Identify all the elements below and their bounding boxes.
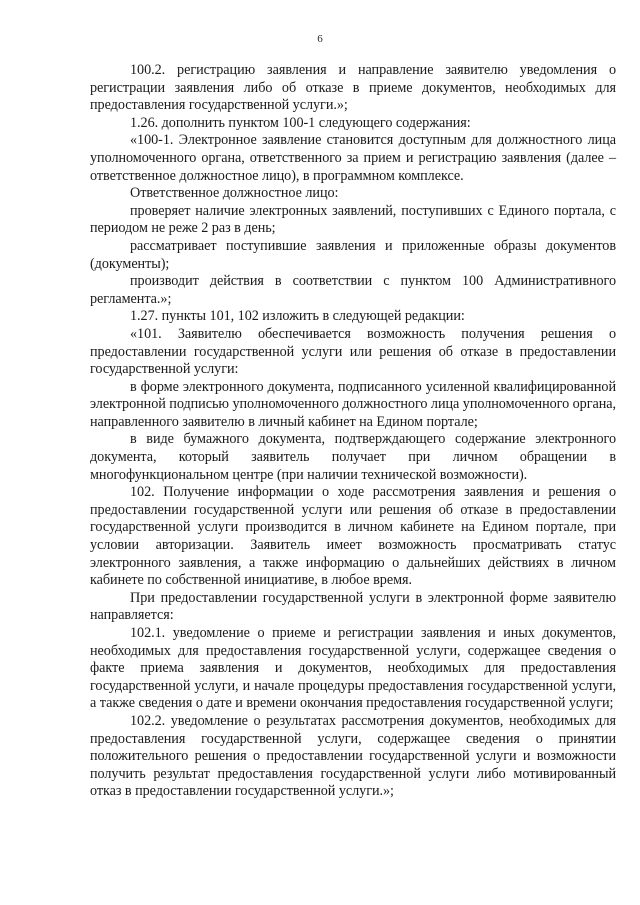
- document-body: [90, 62, 616, 801]
- paragraph-100-2: 100.2. регистрацию заявления и направление заявителю уведомления о регистрации заявления либо об отказе в приеме документов, необходимых для предоставления государственной услуги.»;: [90, 62, 616, 114]
- paragraph-electronic-form: При предоставлении государственной услуги в электронной форме заявителю направляется:: [90, 589, 616, 624]
- paragraph-102: 102. Получение информации о ходе рассмотрения заявления и решения о предоставлении государственной услуги или решения об отказе в предоставлении государственной услуги производится в личном кабинете на Едином портале, при условии авторизации. Заявитель имеет возможность просматривать статус электронного заявления, а также информацию о дальнейших действиях в личном кабинете по собственной инициативе, в любое время.: [90, 484, 616, 589]
- paragraph-1-26: 1.26. дополнить пунктом 100-1 следующего содержания:: [130, 114, 471, 131]
- paragraph-102-1: 102.1. уведомление о приеме и регистрации заявления и иных документов, необходимых для предоставления государственной услуги, содержащее сведения о факте приема заявления и документов, необходимых для предоставления государственной услуги, и начале процедуры предоставления государственной услуги, а также сведения о дате и времени окончания предоставления государственной услуги;: [90, 625, 616, 712]
- paragraph-responsible-official: Ответственное должностное лицо:: [130, 185, 339, 202]
- paragraph-reviews-applications: рассматривает поступившие заявления и приложенные образы документов (документы);: [90, 237, 616, 272]
- paragraph-102-2: 102.2. уведомление о результатах рассмотрения документов, необходимых для предоставления государственной услуги, содержащее сведения о принятии положительного решения о предоставлении государственной услуги и возможности получить результат предоставления государственной услуги либо мотивированный отказ в предоставлении государственной услуги.»;: [90, 712, 616, 800]
- paragraph-paper-document: в виде бумажного документа, подтверждающего содержание электронного документа, который заявитель получает при личном обращении в многофункциональном центре (при наличии технической возможности).: [90, 431, 616, 483]
- paragraph-1-27: 1.27. пункты 101, 102 изложить в следующей редакции:: [130, 308, 465, 325]
- paragraph-checks-applications: проверяет наличие электронных заявлений, поступивших с Единого портала, с периодом не реже 2 раз в день;: [90, 202, 616, 237]
- paragraph-100-1: «100-1. Электронное заявление становится доступным для должностного лица уполномоченного органа, ответственного за прием и регистрацию заявления (далее – ответственное должностное лицо), в программном комплексе.: [90, 132, 616, 184]
- paragraph-performs-actions: производит действия в соответствии с пунктом 100 Административного регламента.»;: [90, 273, 616, 307]
- page-number: 6: [317, 33, 323, 45]
- paragraph-101: «101. Заявителю обеспечивается возможность получения решения о предоставлении государственной услуги или решения об отказе в предоставлении государственной услуги:: [90, 325, 616, 378]
- paragraph-electronic-document: в форме электронного документа, подписанного усиленной квалифицированной электронной подписью уполномоченного должностного лица уполномоченного органа, направленного заявителю в личный кабинет на Едином портале;: [90, 378, 616, 430]
